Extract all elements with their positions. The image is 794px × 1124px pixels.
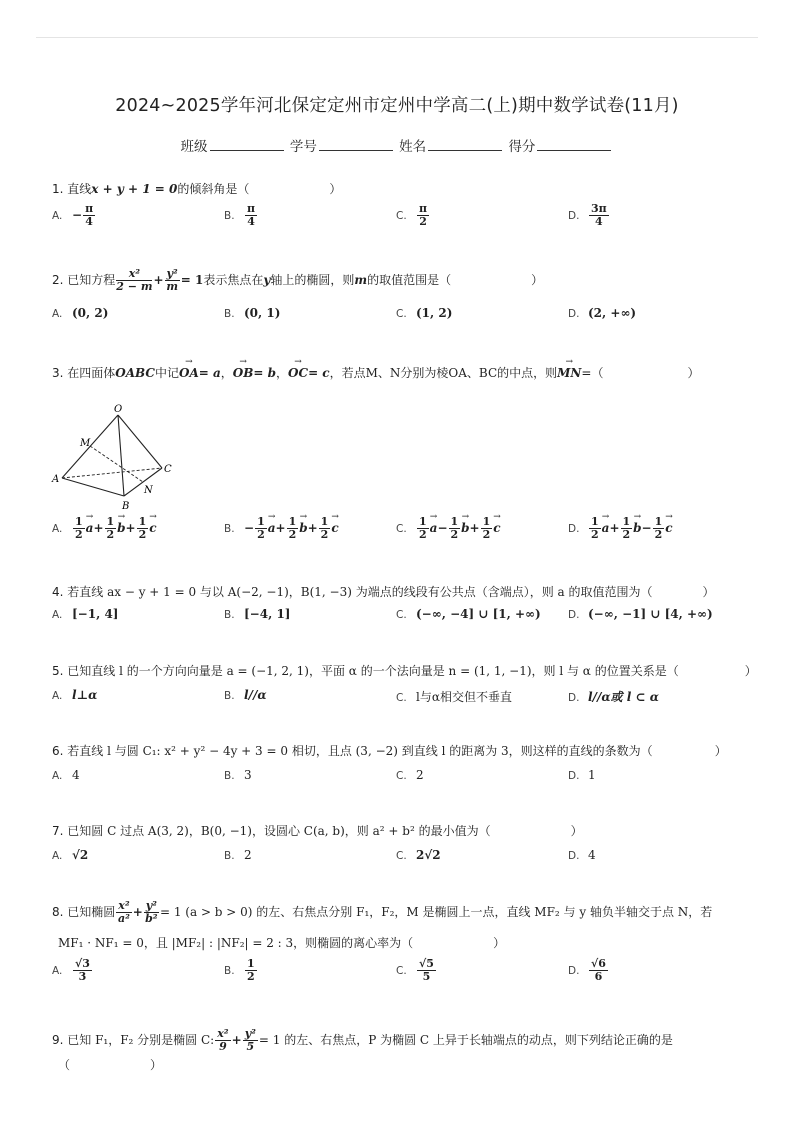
- q4-option-d[interactable]: [568, 607, 713, 621]
- q9-close: ）: [150, 1058, 163, 1072]
- q3-option-c[interactable]: [396, 516, 501, 541]
- label-O: O: [114, 404, 123, 415]
- half-den: 2: [591, 528, 599, 541]
- q3-text-a: 在四面体: [67, 366, 116, 380]
- q2-option-c[interactable]: [396, 306, 452, 320]
- option-label: A.: [52, 523, 63, 535]
- q9-frac1-den: 9: [219, 1040, 227, 1053]
- option-text: l//α或 l ⊂ α: [588, 690, 659, 704]
- question-6: [52, 742, 754, 759]
- q6-option-a[interactable]: [52, 768, 80, 782]
- q2-m: m: [354, 273, 368, 287]
- vec-c: → c: [665, 521, 672, 535]
- option-label: D.: [568, 965, 580, 977]
- option-label: A.: [52, 850, 63, 862]
- q7-option-d[interactable]: [568, 848, 596, 862]
- option-text: (0, 2): [72, 306, 109, 320]
- q1-equation: x + y + 1 = 0: [91, 182, 178, 196]
- option-label: A.: [52, 770, 63, 782]
- half-num: 1: [450, 515, 459, 528]
- half-den: 2: [138, 528, 147, 541]
- name-blank[interactable]: [428, 138, 502, 151]
- q5-option-d[interactable]: [568, 688, 659, 705]
- option-label: C.: [396, 308, 407, 320]
- label-N: N: [144, 485, 153, 496]
- op: −: [437, 521, 448, 535]
- q2-frac2-den: m: [166, 280, 178, 293]
- option-label: D.: [568, 210, 580, 222]
- q3-text-c: ，若点M、N分别为棱OA、BC的中点，则: [329, 366, 558, 380]
- q1-d-den: 4: [595, 215, 603, 228]
- class-label: 班级: [180, 139, 208, 155]
- q6-option-b[interactable]: [224, 768, 252, 782]
- half-den: 2: [450, 528, 459, 541]
- vec-b: → b: [117, 521, 125, 535]
- score-blank[interactable]: [537, 138, 611, 151]
- q8-option-d[interactable]: [568, 958, 609, 983]
- option-text: 4: [72, 768, 80, 782]
- q3-vec-oc: → OC: [288, 366, 308, 380]
- student-info-line: [0, 135, 794, 155]
- vec-b: → b: [299, 521, 307, 535]
- q1-text-a: 直线: [67, 182, 92, 196]
- label-M: M: [80, 438, 91, 449]
- half-den: 2: [622, 528, 631, 541]
- q3-eq-c: = c: [308, 366, 330, 380]
- half-num: 1: [419, 515, 427, 528]
- q2-text-a: 已知方程: [67, 273, 116, 287]
- option-text: (1, 2): [416, 306, 453, 320]
- id-blank[interactable]: [319, 138, 393, 151]
- question-9: [52, 1028, 754, 1053]
- option-text: 3: [244, 768, 252, 782]
- option-label: D.: [568, 850, 580, 862]
- question-number: 5.: [52, 664, 64, 678]
- q3-text-b: 中记: [154, 366, 179, 380]
- q8-option-a[interactable]: [52, 958, 93, 983]
- option-label: D.: [568, 609, 580, 621]
- q2-frac2-num: y²: [166, 267, 178, 280]
- q4-option-c[interactable]: [396, 607, 541, 621]
- option-label: B.: [224, 770, 235, 782]
- option-text: l//α: [244, 688, 267, 702]
- option-label: B.: [224, 609, 235, 621]
- q7-text: 已知圆 C 过点 A(3, 2)，B(0, −1)，设圆心 C(a, b)，则 a² + b² 的最小值为（: [67, 824, 491, 838]
- q7-option-c[interactable]: [396, 848, 441, 862]
- op: +: [307, 521, 318, 535]
- q3-vec-mn: → MN: [557, 366, 581, 380]
- vec-b: → b: [633, 521, 641, 535]
- q1-option-a[interactable]: [52, 203, 96, 228]
- q2-y: y: [263, 273, 271, 287]
- option-text: (2, +∞): [588, 306, 637, 320]
- option-text: (−∞, −4] ∪ [1, +∞): [416, 607, 541, 621]
- option-label: D.: [568, 692, 580, 704]
- q8-text-a: 已知椭圆: [67, 905, 116, 919]
- question-number: 8.: [52, 905, 64, 919]
- q2-frac1-num: x²: [116, 268, 152, 281]
- q2-eq: = 1: [180, 273, 204, 287]
- op: +: [93, 521, 104, 535]
- q1-b-den: 4: [247, 215, 255, 228]
- q1-d-num: 3π: [591, 202, 607, 215]
- option-label: C.: [396, 210, 407, 222]
- q9-text-b: = 1 的左、右焦点，P 为椭圆 C 上异于长轴端点的动点，则下列结论正确的是: [258, 1033, 673, 1047]
- option-label: C.: [396, 523, 407, 535]
- q3-eq-b: = b: [253, 366, 277, 380]
- half-num: 1: [482, 515, 491, 528]
- half-den: 2: [654, 528, 663, 541]
- q9-plus: +: [231, 1033, 242, 1047]
- q3-option-d[interactable]: [568, 516, 673, 541]
- q4-text: 若直线 ax − y + 1 = 0 与以 A(−2, −1)，B(1, −3) 为端点的线段有公共点（含端点），则 a 的取值范围为（: [67, 585, 653, 599]
- question-1: [52, 180, 754, 197]
- q8-d-num: √6: [591, 957, 606, 970]
- q1-c-den: 2: [419, 215, 427, 228]
- option-label: A.: [52, 210, 63, 222]
- q4-close: ）: [702, 585, 715, 599]
- label-A: A: [52, 474, 60, 485]
- option-text: 2√2: [416, 848, 441, 862]
- option-text: [−4, 1]: [244, 607, 291, 621]
- q5-option-a[interactable]: [52, 688, 97, 702]
- q8-line2: MF₁ · NF₁ = 0，且 |MF₂| : |NF₂| = 2 : 3，则椭圆的离心率为（: [58, 936, 414, 950]
- q3-oabc: OABC: [115, 366, 155, 380]
- half-num: 1: [288, 515, 297, 528]
- half-den: 2: [106, 528, 115, 541]
- option-text: (0, 1): [244, 306, 281, 320]
- option-text: [−1, 4]: [72, 607, 119, 621]
- header-divider: [36, 37, 758, 38]
- half-num: 1: [622, 515, 631, 528]
- id-label: 学号: [289, 139, 317, 155]
- q2-option-a[interactable]: [52, 306, 108, 320]
- q8-option-b[interactable]: [224, 958, 258, 983]
- option-text: √2: [72, 848, 89, 862]
- half-den: 2: [320, 528, 329, 541]
- q6-text: 若直线 l 与圆 C₁: x² + y² − 4y + 3 = 0 相切，且点 (3, −2) 到直线 l 的距离为 3，则这样的直线的条数为（: [67, 744, 653, 758]
- option-label: C.: [396, 692, 407, 704]
- q1-a-num: π: [85, 202, 94, 215]
- option-label: B.: [224, 523, 235, 535]
- question-8-line-2: [58, 934, 754, 951]
- label-C: C: [164, 464, 172, 475]
- class-blank[interactable]: [210, 138, 284, 151]
- question-number: 3.: [52, 366, 64, 380]
- option-label: A.: [52, 308, 63, 320]
- option-label: C.: [396, 850, 407, 862]
- q8-a-num: √3: [75, 957, 90, 970]
- vec-a: → a: [86, 521, 94, 535]
- question-9-line-2: [58, 1056, 754, 1073]
- q3-option-a[interactable]: [52, 516, 157, 541]
- q2-option-b[interactable]: [224, 306, 280, 320]
- q8-frac1-den: a²: [118, 912, 130, 925]
- half-num: 1: [106, 515, 115, 528]
- score-label: 得分: [508, 139, 536, 155]
- q8-option-c[interactable]: [396, 958, 437, 983]
- q7-option-a[interactable]: [52, 848, 88, 862]
- option-text: 2: [416, 768, 424, 782]
- vec-a: → a: [430, 521, 438, 535]
- option-label: D.: [568, 770, 580, 782]
- name-label: 姓名: [399, 139, 427, 155]
- option-text: (−∞, −1] ∪ [4, +∞): [588, 607, 713, 621]
- option-label: C.: [396, 770, 407, 782]
- q2-text-b: 表示焦点在: [203, 273, 264, 287]
- vec-a: → a: [268, 521, 276, 535]
- half-den: 2: [288, 528, 297, 541]
- q3-close: ）: [687, 366, 700, 380]
- option-label: A.: [52, 965, 63, 977]
- option-text: 2: [244, 848, 252, 862]
- q4-option-a[interactable]: [52, 607, 118, 621]
- question-8: [52, 900, 754, 925]
- question-7: [52, 822, 754, 839]
- option-label: C.: [396, 609, 407, 621]
- q1-a-sign: −: [72, 208, 83, 222]
- option-label: B.: [224, 308, 235, 320]
- tetrahedron-figure: [50, 400, 190, 512]
- op: +: [609, 521, 620, 535]
- option-label: A.: [52, 690, 63, 702]
- half-num: 1: [138, 515, 147, 528]
- half-num: 1: [257, 515, 265, 528]
- op: −: [641, 521, 652, 535]
- q5-close: ）: [744, 664, 757, 678]
- half-den: 2: [419, 528, 427, 541]
- q6-close: ）: [714, 744, 727, 758]
- q9-frac2-num: y²: [244, 1027, 256, 1040]
- half-den: 2: [257, 528, 265, 541]
- q2-text-d: 的取值范围是（: [367, 273, 452, 287]
- q1-a-den: 4: [85, 215, 93, 228]
- sign: −: [244, 521, 255, 535]
- q7-option-b[interactable]: [224, 848, 252, 862]
- question-number: 6.: [52, 744, 64, 758]
- q3-vec-ob: → OB: [233, 366, 254, 380]
- q2-frac1-den: 2 − m: [116, 280, 153, 293]
- option-label: A.: [52, 609, 63, 621]
- q3-eq-a: = a: [198, 366, 221, 380]
- q8-text-b: = 1 (a > b > 0) 的左、右焦点分别 F₁，F₂，M 是椭圆上一点，直线 MF₂ 与 y 轴负半轴交于点 N，若: [159, 905, 713, 919]
- question-number: 4.: [52, 585, 64, 599]
- vec-c: → c: [149, 521, 156, 535]
- q8-plus: +: [132, 905, 143, 919]
- option-label: C.: [396, 965, 407, 977]
- option-label: B.: [224, 850, 235, 862]
- q1-b-num: π: [247, 202, 256, 215]
- q2-text-c: 轴上的椭圆，则: [270, 273, 355, 287]
- q6-option-d[interactable]: [568, 768, 596, 782]
- question-5: [52, 662, 757, 679]
- q7-close: ）: [570, 824, 583, 838]
- q8-b-num: 1: [247, 957, 255, 970]
- q1-close: ）: [329, 182, 342, 196]
- vec-c: → c: [493, 521, 500, 535]
- q1-option-c[interactable]: [396, 203, 430, 228]
- op: +: [125, 521, 136, 535]
- option-label: B.: [224, 690, 235, 702]
- half-num: 1: [654, 515, 663, 528]
- q9-text-a: 已知 F₁，F₂ 分别是椭圆 C:: [67, 1033, 215, 1047]
- half-num: 1: [75, 515, 83, 528]
- half-den: 2: [75, 528, 83, 541]
- option-text: l与α相交但不垂直: [416, 690, 512, 704]
- option-text: 4: [588, 848, 596, 862]
- question-number: 7.: [52, 824, 64, 838]
- q2-option-d[interactable]: [568, 306, 636, 320]
- q8-d-den: 6: [594, 970, 603, 983]
- q3-vec-oa: → OA: [179, 366, 199, 380]
- q8-frac2-den: b²: [145, 912, 158, 925]
- op: +: [275, 521, 286, 535]
- q3-eq-mn: =（: [581, 366, 604, 380]
- q1-option-d[interactable]: [568, 203, 610, 228]
- half-num: 1: [320, 515, 329, 528]
- vec-b: → b: [461, 521, 469, 535]
- label-B: B: [122, 501, 130, 512]
- q8-a-den: 3: [78, 970, 87, 983]
- q8-frac1-num: x²: [118, 899, 130, 912]
- q1-option-b[interactable]: [224, 203, 258, 228]
- q9-open: （: [58, 1058, 71, 1072]
- q4-option-b[interactable]: [224, 607, 290, 621]
- q8-close: ）: [493, 936, 506, 950]
- q5-text: 已知直线 l 的一个方向向量是 a = (−1, 2, 1)，平面 α 的一个法向量是 n = (1, 1, −1)，则 l 与 α 的位置关系是（: [67, 664, 679, 678]
- page-title: 2024~2025学年河北保定定州市定州中学高二(上)期中数学试卷(11月): [115, 96, 679, 116]
- question-4: [52, 583, 754, 600]
- half-den: 2: [482, 528, 491, 541]
- op: +: [469, 521, 480, 535]
- q8-b-den: 2: [247, 970, 255, 983]
- option-label: B.: [224, 210, 235, 222]
- vec-a: → a: [602, 521, 610, 535]
- question-2: [52, 268, 754, 293]
- q5-option-c[interactable]: [396, 688, 512, 705]
- q1-c-num: π: [419, 202, 428, 215]
- q8-c-den: 5: [422, 970, 431, 983]
- q2-close: ）: [531, 273, 544, 287]
- option-text: l⊥α: [72, 688, 98, 702]
- q8-frac2-num: y²: [145, 899, 157, 912]
- question-number: 1.: [52, 182, 64, 196]
- q3-option-b[interactable]: [224, 516, 339, 541]
- q5-option-b[interactable]: [224, 688, 267, 702]
- question-number: 9.: [52, 1033, 64, 1047]
- option-label: B.: [224, 965, 235, 977]
- q8-c-num: √5: [419, 957, 434, 970]
- q1-text-b: 的倾斜角是（: [177, 182, 250, 196]
- half-num: 1: [591, 515, 599, 528]
- option-label: D.: [568, 523, 580, 535]
- q9-frac2-den: 5: [246, 1040, 255, 1053]
- q9-frac1-num: x²: [217, 1027, 229, 1040]
- vec-c: → c: [331, 521, 338, 535]
- question-3: 3. 在四面体OABC中记→ OA= a，→ OB= b，→ OC= c，若点M、N分别为棱OA、BC的中点，则→ MN=（ ）: [52, 364, 754, 381]
- q6-option-c[interactable]: [396, 768, 424, 782]
- option-text: 1: [588, 768, 596, 782]
- question-number: 2.: [52, 273, 64, 287]
- q2-plus: +: [153, 273, 164, 287]
- option-label: D.: [568, 308, 580, 320]
